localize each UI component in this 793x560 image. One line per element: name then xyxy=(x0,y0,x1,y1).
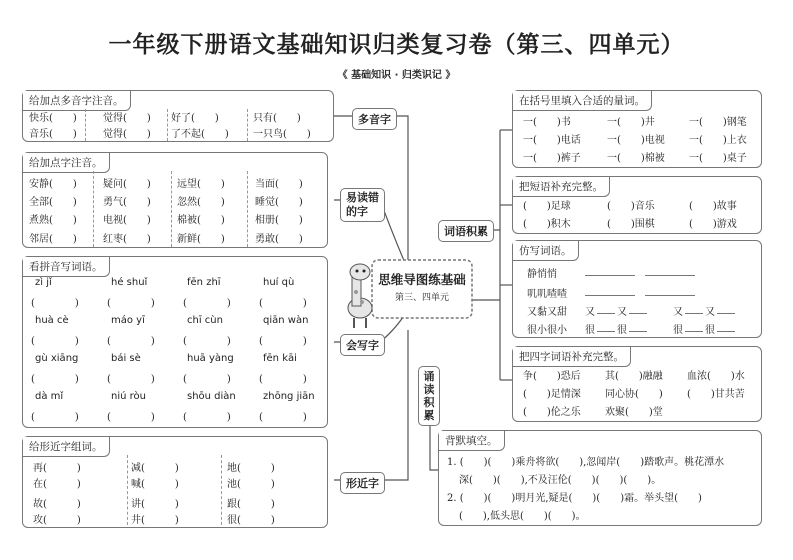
cell: 好了( ) xyxy=(171,113,219,124)
cell: 一( )电话 xyxy=(523,135,581,146)
cell: 减( ) xyxy=(131,463,179,474)
cell: 一( )井 xyxy=(607,117,655,128)
box-duanyu xyxy=(512,176,762,234)
cell: 一( )桌子 xyxy=(689,153,747,164)
cell: 一( )上衣 xyxy=(689,135,747,146)
cell: 很( ) xyxy=(227,515,275,526)
tag-huixiezi: 会写字 xyxy=(340,334,385,356)
pinyin-label: fēn kāi xyxy=(263,353,297,364)
cell: 一( )电视 xyxy=(607,135,665,146)
answer-blank[interactable]: ( ) xyxy=(183,412,231,423)
box-duoyinzi xyxy=(22,90,334,142)
cell: 勇气( ) xyxy=(103,197,151,208)
cell: 全部( ) xyxy=(29,197,77,208)
cell: 一( )钢笔 xyxy=(689,117,747,128)
center-card xyxy=(342,252,474,330)
center-subtitle: 第三、四单元 xyxy=(394,293,449,303)
box-xingjinzi xyxy=(22,436,328,528)
pinyin-label: huà cè xyxy=(35,315,69,326)
cell: 一( )棉被 xyxy=(607,153,665,164)
answer-blank[interactable]: ( ) xyxy=(31,298,79,309)
poem-line: 深( )( ),不及汪伦( )( )( )。 xyxy=(459,475,662,486)
box-fangxie xyxy=(512,240,762,338)
cell: ( )足球 xyxy=(523,201,571,212)
cell: 又 xyxy=(617,307,627,318)
cell: 很 xyxy=(673,325,683,336)
cell: ( )游戏 xyxy=(689,219,737,230)
cell: 攻( ) xyxy=(33,515,81,526)
cell: 又 xyxy=(673,307,683,318)
page-title: 一年级下册语文基础知识归类复习卷（第三、四单元） xyxy=(108,32,685,58)
answer-blank[interactable]: ( ) xyxy=(107,298,155,309)
cell: 音乐( ) xyxy=(29,129,77,140)
cell: 又 xyxy=(585,307,595,318)
cell: 了不起( ) xyxy=(171,129,229,140)
cell: 煮熟( ) xyxy=(29,215,77,226)
cell: 勇敢( ) xyxy=(255,234,303,245)
cell: 电视( ) xyxy=(103,215,151,226)
answer-blank[interactable]: ( ) xyxy=(31,412,79,423)
cell: ( )围棋 xyxy=(607,219,655,230)
cell: 又黏又甜 xyxy=(527,307,567,318)
box-sizi xyxy=(512,346,762,422)
answer-blank[interactable]: ( ) xyxy=(259,374,307,385)
box-duanyu-heading: 把短语补充完整。 xyxy=(513,177,610,197)
cell: ( )甘共苦 xyxy=(687,389,745,400)
tag-duoyinzi: 多音字 xyxy=(352,108,397,130)
tag-xingjinzi: 形近字 xyxy=(340,472,385,494)
cell: 喊( ) xyxy=(131,479,179,490)
poem-line: 2. ( )( )明月光,疑是( )( )霜。举头望( ) xyxy=(447,493,702,504)
cell: 邻居( ) xyxy=(29,234,77,245)
box-huixiezi xyxy=(22,256,328,428)
cell: 叽叽喳喳 xyxy=(527,289,567,300)
box-yiducuo-heading: 给加点字注音。 xyxy=(23,153,110,173)
cell: 很 xyxy=(585,325,595,336)
cell: 地( ) xyxy=(227,463,275,474)
cell: 血浓( )水 xyxy=(687,371,745,382)
tag-ciyujilei: 词语积累 xyxy=(438,220,494,242)
box-duoyinzi-heading: 给加点多音字注音。 xyxy=(23,91,131,111)
cell: ( )故事 xyxy=(689,201,737,212)
answer-blank[interactable]: ( ) xyxy=(183,298,231,309)
answer-blank[interactable]: ( ) xyxy=(31,374,79,385)
cell: 忽然( ) xyxy=(177,197,225,208)
pinyin-label: huā yàng xyxy=(187,353,234,364)
answer-blank[interactable]: ( ) xyxy=(107,412,155,423)
cell: 疑问( ) xyxy=(103,179,151,190)
page-subtitle: 《 基础知识 · 归类识记 》 xyxy=(337,70,456,81)
pinyin-label: dà mǐ xyxy=(35,391,64,402)
answer-blank[interactable]: ( ) xyxy=(259,412,307,423)
poem-line: 1. ( )( )乘舟将欲( ),忽闻岸( )踏歌声。桃花潭水 xyxy=(447,457,725,468)
cell: ( )足情深 xyxy=(523,389,581,400)
box-fangxie-heading: 仿写词语。 xyxy=(513,241,579,261)
pinyin-label: fēn zhī xyxy=(187,277,221,288)
cell: 一只鸟( ) xyxy=(253,129,311,140)
box-huixiezi-heading: 看拼音写词语。 xyxy=(23,257,110,277)
cell: ( )积木 xyxy=(523,219,571,230)
cell: 在( ) xyxy=(33,479,81,490)
cell: 故( ) xyxy=(33,499,81,510)
cell: 很 xyxy=(617,325,627,336)
pinyin-label: qiān wàn xyxy=(263,315,309,326)
cell: 棉被( ) xyxy=(177,215,225,226)
cell: 红枣( ) xyxy=(103,234,151,245)
cell: 新鲜( ) xyxy=(177,234,225,245)
pinyin-label: hé shuǐ xyxy=(111,277,148,288)
poem-line: ( ),低头思( )( )。 xyxy=(459,511,586,522)
box-xingjinzi-heading: 给形近字组词。 xyxy=(23,437,110,457)
tag-yiducuo: 易读错 的字 xyxy=(340,188,385,222)
answer-blank[interactable]: ( ) xyxy=(31,336,79,347)
box-beimo xyxy=(438,430,762,526)
pinyin-label: bái sè xyxy=(111,353,141,364)
cell: 井( ) xyxy=(131,515,179,526)
cell: 觉得( ) xyxy=(103,113,151,124)
cell: 又 xyxy=(705,307,715,318)
answer-blank[interactable]: ( ) xyxy=(107,336,155,347)
box-sizi-heading: 把四字词语补充完整。 xyxy=(513,347,631,367)
answer-blank[interactable]: ( ) xyxy=(183,336,231,347)
pinyin-label: shōu diàn xyxy=(187,391,236,402)
pinyin-label: gù xiāng xyxy=(35,353,79,364)
cell: ( )音乐 xyxy=(607,201,655,212)
cell: 再( ) xyxy=(33,463,81,474)
box-beimo-heading: 背默填空。 xyxy=(439,431,505,451)
cell: 一( )书 xyxy=(523,117,571,128)
cell: 当面( ) xyxy=(255,179,303,190)
cell: 跟( ) xyxy=(227,499,275,510)
answer-blank[interactable]: ( ) xyxy=(183,374,231,385)
pinyin-label: chī cùn xyxy=(187,315,223,326)
cell: ( )伦之乐 xyxy=(523,407,581,418)
cell: 争( )恐后 xyxy=(523,371,581,382)
cell: 静悄悄 xyxy=(527,269,557,280)
cell: 很小很小 xyxy=(527,325,567,336)
cell: 同心协( ) xyxy=(605,389,663,400)
cell: 讲( ) xyxy=(131,499,179,510)
pinyin-label: zhōng jiān xyxy=(263,391,315,402)
pinyin-label: huí qù xyxy=(263,277,295,288)
cell: 其( )融融 xyxy=(605,371,663,382)
cell: 快乐( ) xyxy=(29,113,77,124)
answer-blank[interactable]: ( ) xyxy=(259,336,307,347)
pinyin-label: zì jǐ xyxy=(35,277,52,288)
tag-songdujilei: 诵 读 积 累 xyxy=(418,366,440,426)
cell: 相册( ) xyxy=(255,215,303,226)
cell: 池( ) xyxy=(227,479,275,490)
cell: 一( )裤子 xyxy=(523,153,581,164)
center-title: 思维导图练基础 xyxy=(378,272,466,287)
cell: 只有( ) xyxy=(253,113,301,124)
pinyin-label: niú ròu xyxy=(111,391,146,402)
box-liangci xyxy=(512,90,762,168)
box-liangci-heading: 在括号里填入合适的量词。 xyxy=(513,91,652,111)
cell: 睡觉( ) xyxy=(255,197,303,208)
box-yiducuo xyxy=(22,152,328,248)
cell: 安静( ) xyxy=(29,179,77,190)
answer-blank[interactable]: ( ) xyxy=(107,374,155,385)
cell: 很 xyxy=(705,325,715,336)
pinyin-label: máo yī xyxy=(111,315,145,326)
answer-blank[interactable]: ( ) xyxy=(259,298,307,309)
cell: 觉得( ) xyxy=(103,129,151,140)
cell: 欢聚( )堂 xyxy=(605,407,663,418)
cell: 远望( ) xyxy=(177,179,225,190)
